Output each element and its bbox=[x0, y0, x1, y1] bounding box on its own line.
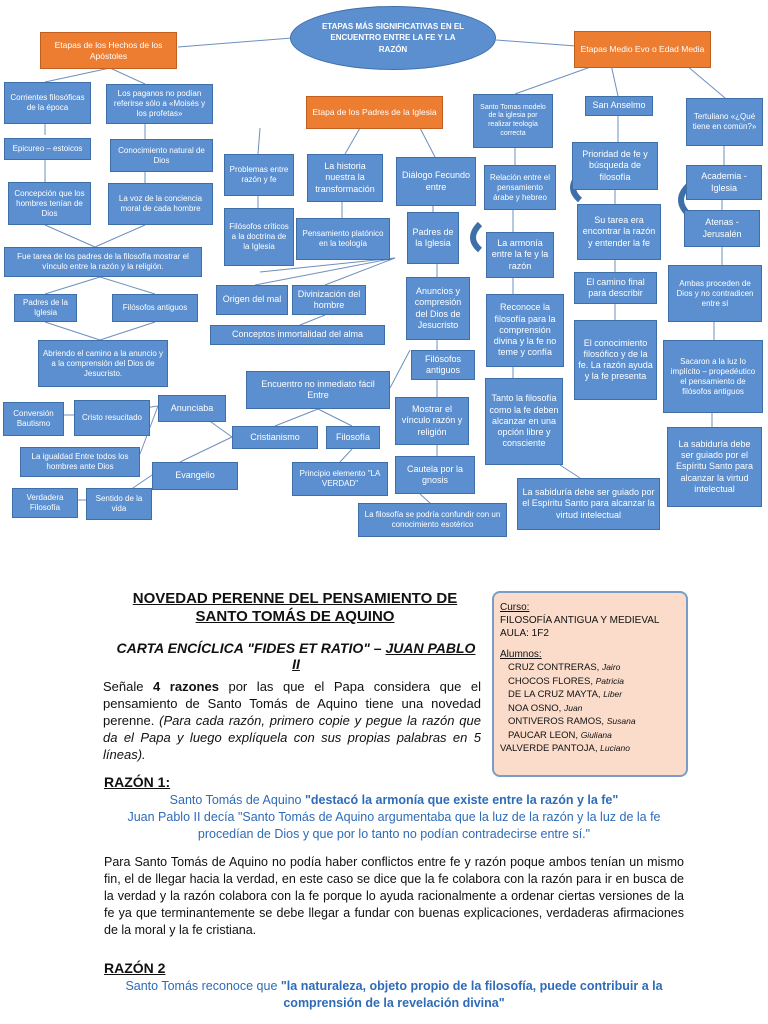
box-conceptos-alma: Conceptos inmortalidad del alma bbox=[210, 325, 385, 345]
box-origen-mal: Origen del mal bbox=[216, 285, 288, 315]
student-item: NOA OSNO, Juan bbox=[508, 702, 583, 714]
box-padres-de-la-iglesia: Padres de la Iglesia bbox=[407, 212, 459, 264]
box-tarea-padres: Fue tarea de los padres de la filosofía mostrar el vínculo entre la razón y la religión. bbox=[4, 247, 202, 277]
box-encuentro: Encuentro no inmediato fácil Entre bbox=[246, 371, 390, 409]
student-item: ONTIVEROS RAMOS, Susana bbox=[508, 716, 636, 727]
box-cristianismo: Cristianismo bbox=[232, 426, 318, 449]
box-historia: La historia nuestra la transformación bbox=[307, 154, 383, 202]
stage-padres: Etapa de los Padres de la Iglesia bbox=[306, 96, 443, 129]
course-name: FILOSOFÍA ANTIGUA Y MEDIEVAL bbox=[500, 615, 660, 626]
box-divinizacion: Divinización del hombre bbox=[292, 285, 366, 315]
box-relacion: Relación entre el pensamiento árabe y hebreo bbox=[484, 165, 556, 210]
box-pensamiento-platonico: Pensamiento platónico en la teología bbox=[296, 218, 390, 260]
box-abriendo-camino: Abriendo el camino a la anuncio y a la comprensión del Dios de Jesucristo. bbox=[38, 340, 168, 387]
student-item: VALVERDE PANTOJA, Luciano bbox=[500, 743, 630, 754]
course-card bbox=[492, 591, 688, 777]
center-title: ETAPAS MÁS SIGNIFICATIVAS EN EL ENCUENTRO ENTRE LA FE Y LA RAZÓN bbox=[290, 6, 496, 70]
box-mostrar-vinculo: Mostrar el vínculo razón y religión bbox=[395, 397, 469, 445]
box-filosofos-criticos: Filósofos críticos a la doctrina de la Iglesia bbox=[224, 208, 294, 266]
box-tanto-filosofia: Tanto la filosofía como la fe deben alcanzar en una opción libre y consciente bbox=[485, 378, 563, 465]
box-santo-tomas: Santo Tomas modelo de la iglesia por realizar teología correcta bbox=[473, 94, 553, 148]
box-filosofos-antiguos-2: Filósofos antiguos bbox=[411, 350, 475, 380]
box-paganos: Los paganos no podían referirse sólo a «Moisés y los profetas» bbox=[106, 84, 213, 124]
reason-2-quote: Santo Tomás reconoce que "la naturaleza, objeto propio de la filosofía, puede contribuir a la comprensión de la revelación divina" bbox=[125, 979, 663, 1010]
document-section bbox=[0, 540, 768, 1024]
box-corrientes: Corrientes filosóficas de la época bbox=[4, 82, 91, 124]
reason-1-explanation: Para Santo Tomás de Aquino no podía haber conflictos entre fe y razón poque ambos tenían un mismo fin, el de llegar hacia la verdad, en este caso se dice que la fe colabora con la razón para ir en busca de la verdad y la razón colabora con la fe porque lo ayuda racionalmente a ordenar ciertas versiones de la fe ya que terminantemente se debe llegar a fundar con buenas explicaciones, verdaderas afirmaciones de la moral y la fe cristiana. bbox=[104, 855, 684, 937]
box-igualdad: La igualdad Entre todos los hombres ante Dios bbox=[20, 447, 140, 477]
box-dialogo: Diálogo Fecundo entre bbox=[396, 157, 476, 206]
box-problemas: Problemas entre razón y fe bbox=[224, 154, 294, 196]
box-anuncios: Anuncios y compresión del Dios de Jesucristo bbox=[406, 277, 470, 340]
box-armonia: La armonía entre la fe y la razón bbox=[486, 232, 554, 278]
students-label: Alumnos: bbox=[500, 649, 542, 660]
box-conversion: Conversión Bautismo bbox=[3, 402, 64, 436]
student-item: PAUCAR LEON, Giuliana bbox=[508, 729, 612, 741]
box-reconoce: Reconoce la filosofía para la comprensión divina y la fe no teme y confía bbox=[486, 294, 564, 367]
box-sentido-vida: Sentido de la vida bbox=[86, 488, 152, 520]
course-label: Curso: bbox=[500, 602, 530, 613]
box-conocimiento-natural: Conocimiento natural de Dios bbox=[110, 139, 213, 172]
box-concepcion: Concepción que los hombres tenían de Dios bbox=[8, 182, 91, 225]
subtitle-pope: JUAN PABLO II bbox=[292, 640, 476, 672]
subtitle-encyclical: CARTA ENCÍCLICA "FIDES ET RATIO" – bbox=[116, 640, 386, 656]
box-prioridad: Prioridad de fe y búsqueda de filosofía bbox=[572, 142, 658, 190]
box-tertuliano: Tertuliano «¿Qué tiene en común?» bbox=[686, 98, 763, 146]
box-anunciaba: Anunciaba bbox=[158, 395, 226, 422]
box-cristo-resucitado: Cristo resucitado bbox=[74, 400, 150, 436]
student-item: CHOCOS FLORES, Patricia bbox=[508, 675, 624, 687]
stage-medio-evo: Etapas Medio Evo o Edad Media bbox=[574, 31, 711, 68]
box-gnosis-note: La filosofía se podría confundir con un conocimiento esotérico bbox=[358, 503, 507, 537]
box-padres-iglesia: Padres de la Iglesia bbox=[14, 294, 77, 322]
instructions bbox=[103, 678, 481, 763]
box-epicureo: Epicureo – estoicos bbox=[4, 138, 91, 160]
box-sabiduria-2: La sabiduría debe ser guiado por el Espíritu Santo para alcanzar la virtud intelectual bbox=[667, 427, 762, 507]
document-title: NOVEDAD PERENNE DEL PENSAMIENTO DE SANTO TOMÁS DE AQUINO bbox=[132, 590, 458, 625]
box-san-anselmo: San Anselmo bbox=[585, 96, 653, 116]
box-filosofos-antiguos: Filósofos antiguos bbox=[112, 294, 198, 322]
student-item: DE LA CRUZ MAYTA, Liber bbox=[508, 689, 623, 700]
box-academia: Academia - Iglesia bbox=[686, 165, 762, 200]
instructions-count: 4 razones bbox=[153, 679, 219, 694]
stage-apostoles: Etapas de los Hechos de los Apóstoles bbox=[40, 32, 177, 69]
box-cautela: Cautela por la gnosis bbox=[395, 456, 475, 494]
box-sabiduria-1: La sabiduría debe ser guiado por el Espíritu Santo para alcanzar la virtud intelectual bbox=[517, 478, 660, 530]
box-atenas: Atenas - Jerusalén bbox=[684, 210, 760, 247]
box-camino-final: El camino final para describir bbox=[574, 272, 657, 304]
reason-1-heading: RAZÓN 1: bbox=[104, 774, 171, 790]
reason-1-quote: Santo Tomás de Aquino "destacó la armonía que existe entre la razón y la fe" Juan Pablo II decía "Santo Tomás de Aquino argumentaba que la luz de la razón y la luz de la fe procedían de Dios y que por lo tanto no podían contradecirse entre sí." bbox=[127, 793, 661, 841]
document-subtitle bbox=[116, 640, 476, 672]
box-conocimiento-filosofico: El conocimiento filosófico y de la fe. La razón ayuda y la fe presenta bbox=[574, 320, 657, 400]
student-item: CRUZ CONTRERAS, Jairo bbox=[508, 662, 621, 673]
box-voz-conciencia: La voz de la conciencia moral de cada hombre bbox=[108, 183, 213, 225]
box-ambas-proceden: Ambas proceden de Dios y no contradicen entre sí bbox=[668, 265, 762, 322]
instructions-lead: Señale bbox=[103, 679, 154, 694]
classroom: AULA: 1F2 bbox=[500, 628, 549, 639]
instructions-body: por las que el Papa considera que el pensamiento de Santo Tomás de Aquino tiene una novedad perenne. bbox=[103, 679, 481, 728]
box-principio: Principio elemento "LA VERDAD" bbox=[292, 462, 388, 496]
box-verdadera-filosofia: Verdadera Filosofía bbox=[12, 488, 78, 518]
instructions-note: (Para cada razón, primero copie y pegue la razón que da el Papa y luego explíquela con sus propias palabras en 5 líneas). bbox=[103, 713, 481, 762]
box-evangelio: Evangelio bbox=[152, 462, 238, 490]
box-sacaron-luz: Sacaron a la luz lo implícito – propedéutico el pensamiento de filósofos antiguos bbox=[663, 340, 763, 413]
box-su-tarea: Su tarea era encontrar la razón y entender la fe bbox=[577, 204, 661, 260]
reason-2-heading: RAZÓN 2 bbox=[104, 960, 166, 976]
box-filosofia: Filosofía bbox=[326, 426, 380, 449]
